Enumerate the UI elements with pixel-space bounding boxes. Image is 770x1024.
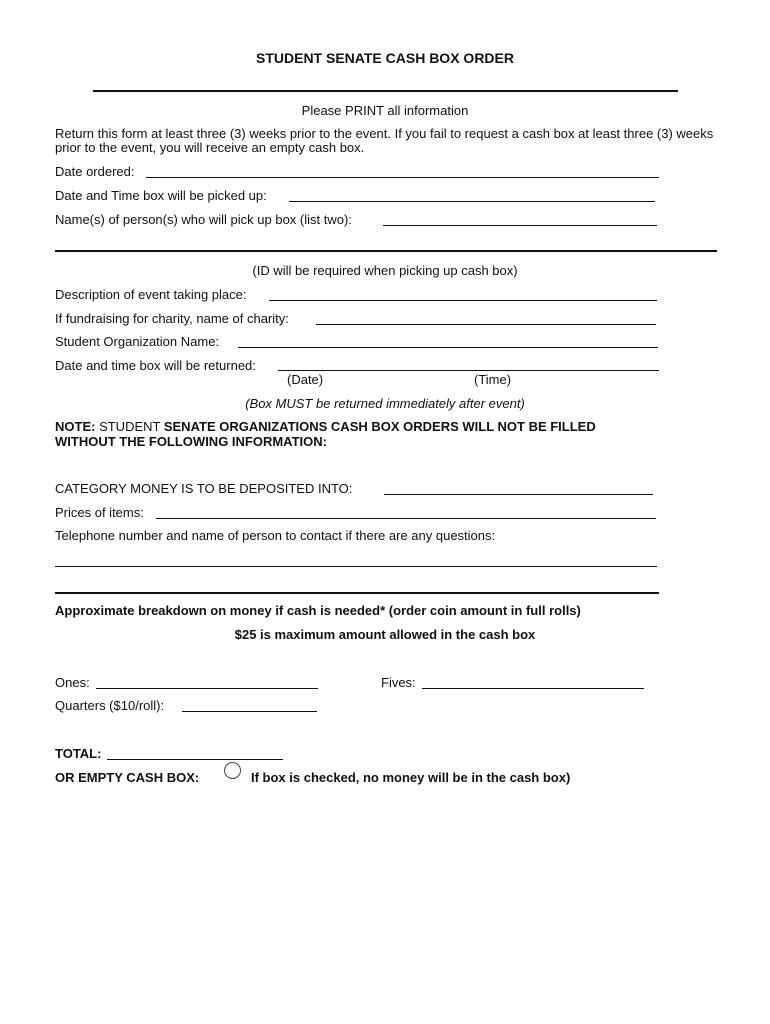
return-date-sublabel: (Date)	[287, 372, 324, 387]
return-field[interactable]	[278, 370, 659, 371]
pickup-label: Date and Time box will be picked up:	[55, 188, 267, 203]
note-prefix: NOTE:	[55, 419, 96, 434]
section-divider	[55, 250, 717, 252]
total-label: TOTAL:	[55, 746, 102, 761]
empty-box-checkbox[interactable]	[224, 762, 241, 779]
note-line-1	[55, 419, 596, 434]
note-rest: SENATE ORGANIZATIONS CASH BOX ORDERS WILL NOT BE FILLED	[163, 419, 596, 434]
fives-field[interactable]	[422, 688, 644, 689]
contact-label: Telephone number and name of person to contact if there are any questions:	[55, 528, 496, 543]
charity-label: If fundraising for charity, name of charity:	[55, 311, 289, 326]
pickup-field[interactable]	[289, 201, 655, 202]
prices-label: Prices of items:	[55, 505, 144, 520]
id-note: (ID will be required when picking up cash box)	[252, 263, 518, 278]
intro-paragraph: Return this form at least three (3) weeks prior to the event. If you fail to request a cash box at least three (3) weeks prior to the event, you will receive an empty cash box.	[55, 126, 714, 155]
note-line-2: WITHOUT THE FOLLOWING INFORMATION:	[55, 434, 327, 449]
prices-field[interactable]	[156, 518, 656, 519]
empty-box-label: OR EMPTY CASH BOX:	[55, 770, 200, 785]
print-instruction: Please PRINT all information	[301, 103, 469, 118]
ones-field[interactable]	[96, 688, 318, 689]
event-label: Description of event taking place:	[55, 287, 247, 302]
return-time-sublabel: (Time)	[474, 372, 512, 387]
org-label: Student Organization Name:	[55, 334, 220, 349]
quarters-field[interactable]	[182, 711, 317, 712]
max-amount-label: $25 is maximum amount allowed in the cash box	[234, 627, 536, 642]
names-label: Name(s) of person(s) who will pick up box (list two):	[55, 212, 352, 227]
names-field[interactable]	[383, 225, 657, 226]
title-divider	[93, 90, 678, 92]
breakdown-label: Approximate breakdown on money if cash is needed* (order coin amount in full rolls)	[55, 603, 581, 618]
charity-field[interactable]	[316, 324, 656, 325]
org-field[interactable]	[238, 347, 658, 348]
contact-field-2[interactable]	[55, 592, 659, 594]
quarters-label: Quarters ($10/roll):	[55, 698, 165, 713]
contact-field-1[interactable]	[55, 566, 657, 567]
category-field[interactable]	[384, 494, 653, 495]
event-field[interactable]	[269, 300, 657, 301]
date-ordered-label: Date ordered:	[55, 164, 135, 179]
date-ordered-field[interactable]	[146, 177, 659, 178]
total-field[interactable]	[107, 759, 283, 760]
form-title: STUDENT SENATE CASH BOX ORDER	[256, 50, 514, 66]
return-label: Date and time box will be returned:	[55, 358, 256, 373]
empty-box-note: If box is checked, no money will be in the cash box)	[251, 770, 571, 785]
return-note: (Box MUST be returned immediately after event)	[245, 396, 525, 411]
fives-label: Fives:	[381, 675, 416, 690]
note-student: STUDENT	[95, 419, 164, 434]
ones-label: Ones:	[55, 675, 90, 690]
category-label: CATEGORY MONEY IS TO BE DEPOSITED INTO:	[55, 481, 353, 496]
